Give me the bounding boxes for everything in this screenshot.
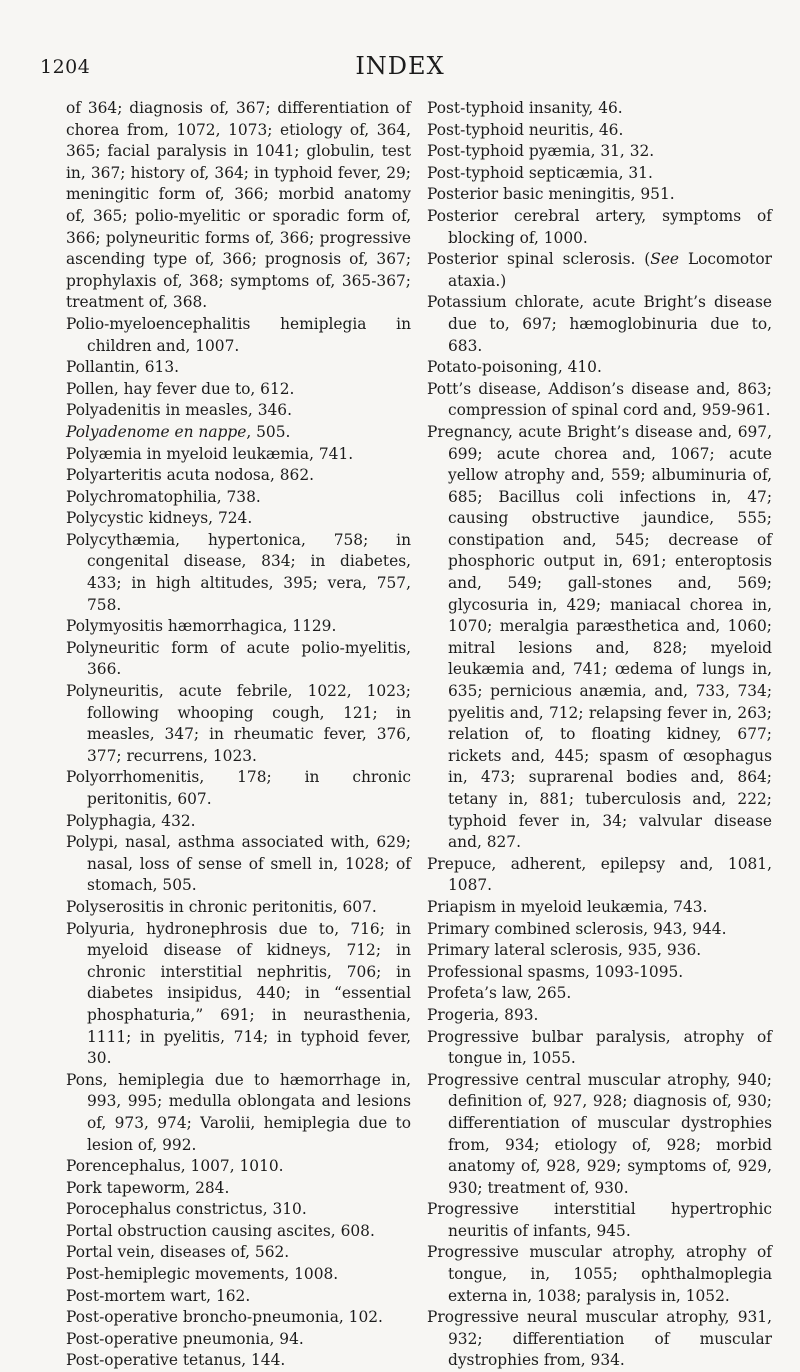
index-entry: Polyphagia, 432. [66,811,196,830]
index-entry: Progressive bulbar paralysis, atrophy of tongue in, 1055. [427,1027,772,1068]
index-entry: Progressive muscular atrophy, atrophy of tongue, in, 1055; ophthalmoplegia externa in, 1038; paralysis in, 1052. [427,1243,772,1305]
index-entry: Primary lateral sclerosis, 935, 936. [427,941,702,960]
index-entry: of 364; diagnosis of, 367; differentiation of chorea from, 1072, 1073; etiology of, 364, 365; facial paralysis in 1041; globulin, test in, 367; history of, 364; in typhoid fever, 29; meningitic form of, 366; morbid anatomy of, 365; polio-myelitic or sporadic form of, 366; polyneuritic forms of, 366; progressive ascending type of, 366; prognosis of, 367; prophylaxis of, 368; symptoms of, 365-367; treatment of, 368. [66,99,411,312]
index-entry: Polyarteritis acuta nodosa, 862. [66,466,315,485]
index-entry: Polyadenitis in measles, 346. [66,401,292,420]
index-entry: Pons, hemiplegia due to hæmorrhage in, 993, 995; medulla oblongata and lesions of, 973, 974; Varolii, hemiplegia due to lesion of, 992. [66,1070,411,1154]
index-entry: Polyæmia in myeloid leukæmia, 741. [66,444,354,463]
index-entry: Pollen, hay fever due to, 612. [66,379,295,398]
index-entry: Polio-myeloencephalitis hemiplegia in children and, 1007. [66,314,411,355]
index-entry: Polycythæmia, hypertonica, 758; in congenital disease, 834; in diabetes, 433; in high altitudes, 395; vera, 757, 758. [66,530,411,614]
index-entry: Pork tapeworm, 284. [66,1178,230,1197]
left-column [66,98,411,1372]
index-entry: Pregnancy, acute Bright’s disease and, 697, 699; acute chorea and, 1067; acute yellow atrophy and, 559; albuminuria of, 685; Bacillus coli infections in, 47; causing obstructive jaundice, 555; constipation and, 545; decrease of phosphoric output in, 691; enteroptosis and, 549; gall-stones and, 569; glycosuria in, 429; maniacal chorea in, 1070; meralgia paræsthetica and, 1060; mitral lesions and, 828; myeloid leukæmia and, 741; œdema of lungs in, 635; pernicious anæmia, and, 733, 734; pyelitis and, 712; relapsing fever in, 263; relation of, to floating kidney, 677; rickets and, 445; spasm of œsophagus in, 473; suprarenal bodies and, 864; tetany in, 881; tuberculosis and, 222; typhoid fever in, 34; valvular disease and, 827. [427,422,772,852]
index-entry: Polycystic kidneys, 724. [66,509,253,528]
index-entry: Pollantin, 613. [66,358,180,377]
index-entry: Professional spasms, 1093-1095. [427,962,684,981]
index-entry: Post-typhoid pyæmia, 31, 32. [427,142,655,161]
index-entry: Polyserositis in chronic peritonitis, 607. [66,897,377,916]
index-entry: Portal vein, diseases of, 562. [66,1243,290,1262]
index-entry: Post-hemiplegic movements, 1008. [66,1265,339,1284]
index-entry: Primary combined sclerosis, 943, 944. [427,919,727,938]
index-entry: Post-operative tetanus, 144. [66,1351,286,1370]
index-entry: Post-mortem wart, 162. [66,1286,251,1305]
running-head: INDEX [355,52,445,80]
page-number: 1204 [40,56,91,78]
index-entry: Portal obstruction causing ascites, 608. [66,1221,375,1240]
index-entry: Post-typhoid neuritis, 46. [427,120,624,139]
right-column [427,98,772,1372]
index-entry: Polyorrhomenitis, 178; in chronic peritonitis, 607. [66,768,411,808]
index-entry: Progressive central muscular atrophy, 940; definition of, 927, 928; diagnosis of, 930; differentiation of muscular dystrophies from, 934; etiology of, 928; morbid anatomy of, 928, 929; symptoms of, 929, 930; treatment of, 930. [427,1070,772,1197]
index-entry: Posterior cerebral artery, symptoms of blocking of, 1000. [427,206,772,247]
index-entry: Pott’s disease, Addison’s disease and, 863; compression of spinal cord and, 959-961. [427,379,772,420]
index-entry: Potato-poisoning, 410. [427,358,602,377]
index-entry: Posterior spinal sclerosis. (See Locomotor ataxia.) [427,250,772,290]
index-entry: Polyadenome en nappe, 505. [66,422,291,441]
index-entry: Post-typhoid insanity, 46. [427,99,623,117]
index-entry: Post-operative broncho-pneumonia, 102. [66,1308,383,1327]
index-entry: Polyneuritic form of acute polio-myelitis, 366. [66,638,411,679]
index-entry: Profeta’s law, 265. [427,984,572,1003]
index-entry: Porencephalus, 1007, 1010. [66,1157,284,1176]
index-entry: Post-operative pneumonia, 94. [66,1329,304,1348]
index-entry: Progeria, 893. [427,1005,539,1024]
index-entry: Post-typhoid septicæmia, 31. [427,163,653,182]
index-entry: Polyneuritis, acute febrile, 1022, 1023; following whooping cough, 121; in measles, 347; in rheumatic fever, 376, 377; recurrens, 1023. [66,682,411,765]
index-entry: Progressive interstitial hypertrophic neuritis of infants, 945. [427,1200,772,1240]
index-entry: Priapism in myeloid leukæmia, 743. [427,897,708,916]
index-entry: Progressive neural muscular atrophy, 931, 932; differentiation of muscular dystrophies from, 934. [427,1308,772,1370]
index-entry: Prepuce, adherent, epilepsy and, 1081, 1087. [427,854,772,895]
index-entry: Posterior basic meningitis, 951. [427,185,675,204]
index-entry: Polypi, nasal, asthma associated with, 629; nasal, loss of sense of smell in, 1028; of stomach, 505. [66,833,411,895]
index-entry: Polyuria, hydronephrosis due to, 716; in myeloid disease of kidneys, 712; in chronic interstitial nephritis, 706; in diabetes insipidus, 440; in “essential phosphaturia,” 691; in neurasthenia, 1111; in pyelitis, 714; in typhoid fever, 30. [66,919,411,1068]
index-entry: Potassium chlorate, acute Bright’s disease due to, 697; hæmoglobinuria due to, 683. [427,293,772,355]
index-entry: Polychromatophilia, 738. [66,487,261,506]
index-entry: Porocephalus constrictus, 310. [66,1200,307,1219]
index-entry: Polymyositis hæmorrhagica, 1129. [66,617,337,636]
